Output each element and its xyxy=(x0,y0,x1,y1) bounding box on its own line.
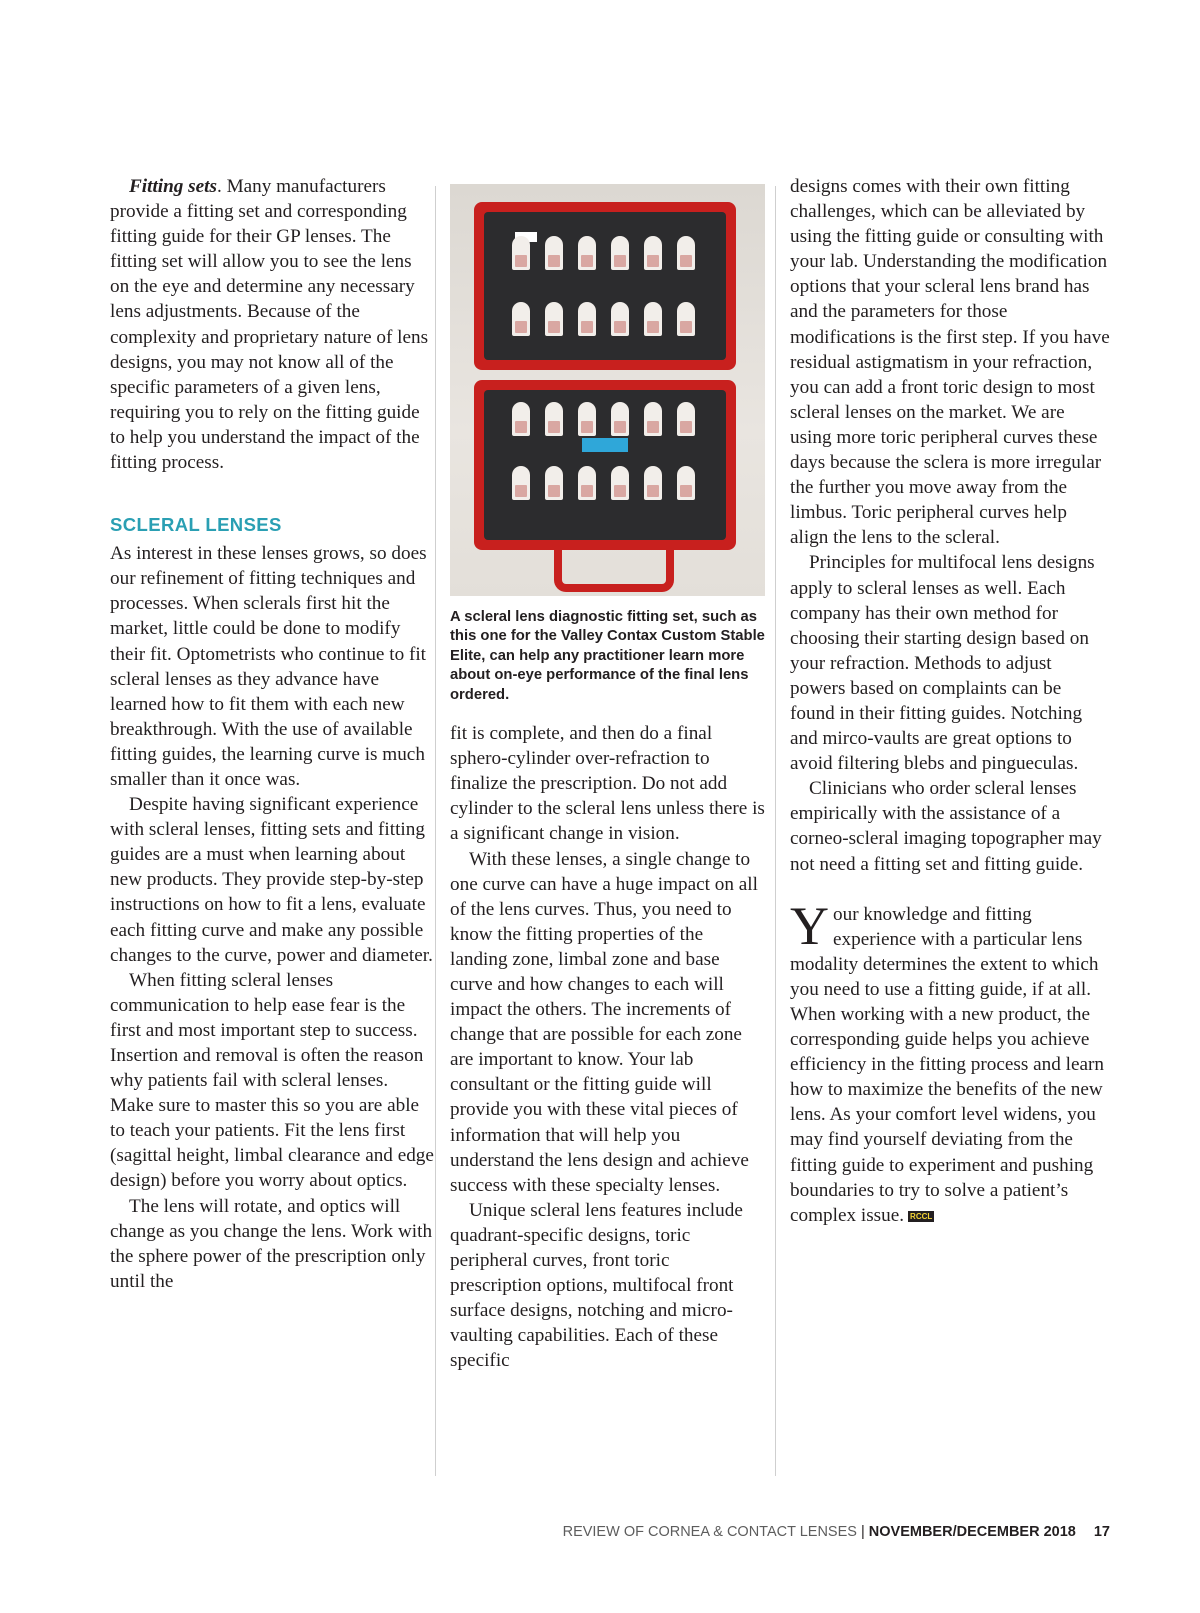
article-column-3 xyxy=(790,174,1110,1228)
case-handle xyxy=(554,544,674,592)
paragraph: Unique scleral lens features include quadrant-specific designs, toric peripheral curves, front toric prescription options, multifocal front surface designs, notching and micro-vaulting capabilities. Each of these specific xyxy=(450,1199,743,1372)
closing-paragraph xyxy=(790,895,1110,1228)
paragraph: The lens will rotate, and optics will change as you change the lens. Work with the sphere power of the prescription only until the xyxy=(110,1195,433,1292)
lens-vial xyxy=(512,302,530,336)
lens-vial xyxy=(578,466,596,500)
lens-vial xyxy=(677,302,695,336)
lens-vial xyxy=(545,302,563,336)
paragraph: Despite having significant experience with scleral lenses, fitting sets and fitting guides are a must when learning about new products. They provide step-by-step instructions on how to fit a lens, evaluate each fitting curve and make any possible changes to the curve, power and diameter. xyxy=(110,794,433,966)
page-number: 17 xyxy=(1093,1524,1110,1540)
paragraph-text: . Many manufacturers provide a fitting set and corresponding fitting guide for their GP lenses. The fitting set will allow you to see the lens on the eye and determine any necessary lens adjustments. Because of the complexity and proprietary nature of lens designs, you may not know all of the specific parameters of a given lens, requiring you to rely on the fitting guide to help you understand the impact of the fitting process. xyxy=(110,176,429,474)
lens-vial xyxy=(644,466,662,500)
column-divider-right xyxy=(775,186,776,1476)
page-footer xyxy=(563,1524,1110,1540)
paragraph: With these lenses, a single change to one curve can have a huge impact on all of the lens curves. Thus, you need to know the fitting properties of the landing zone, limbal zone and base curve and how changes to each will impact the others. The increments of change that are possible for each zone are important to know. Your lab consultant or the fitting guide will provide you with these vital pieces of information that will help you understand the lens design and achieve success with these specialty lenses. xyxy=(450,848,758,1196)
lens-vial xyxy=(545,466,563,500)
lens-vial xyxy=(644,302,662,336)
footer-separator: | xyxy=(856,1524,869,1540)
paragraph: fit is complete, and then do a final sphero-cylinder over-refraction to finalize the prescription. Do not add cylinder to the scleral lens unless there is a significant change in vision. xyxy=(450,723,765,845)
lens-vial xyxy=(611,302,629,336)
lens-vial xyxy=(611,402,629,436)
article-column-2 xyxy=(450,174,765,1373)
publication-name: REVIEW OF CORNEA & CONTACT LENSES xyxy=(562,1524,857,1540)
lens-vial xyxy=(512,236,530,270)
case-tag xyxy=(582,438,628,452)
paragraph: designs comes with their own fitting challenges, which can be alleviated by using the fitting guide or consulting with your lab. Understanding the modification options that your scleral lens brand has and the parameters for those modifications is the first step. If you have residual astigmatism in your refraction, you can add a front toric design to most scleral lenses on the market. We are using more toric peripheral curves these days because the sclera is more irregular the further you move away from the limbus. Toric peripheral curves help align the lens to the scleral. xyxy=(790,176,1110,549)
lens-vial xyxy=(545,236,563,270)
lens-vial xyxy=(677,466,695,500)
lens-vial xyxy=(512,402,530,436)
photo-caption: A scleral lens diagnostic fitting set, such as this one for the Valley Contax Custom Stable Elite, can help any practitioner learn more about on-eye performance of the final lens ordered. xyxy=(450,609,765,703)
column-divider-left xyxy=(435,186,436,1476)
lens-vial xyxy=(578,402,596,436)
paragraph xyxy=(110,174,435,475)
lens-vial xyxy=(644,402,662,436)
paragraph-text: our knowledge and fitting experience with a particular lens modality determines the extent to which you need to use a fitting guide, if at all. When working with a new product, the corresponding guide helps you achieve efficiency in the fitting process and learn how to maximize the benefits of the new lens. As your comfort level widens, you may find yourself deviating from the fitting guide to experiment and pushing boundaries to try to solve a patient’s complex issue. xyxy=(790,903,1104,1226)
lens-vial xyxy=(578,236,596,270)
article-column-1 xyxy=(110,174,435,1294)
paragraph: When fitting scleral lenses communication to help ease fear is the first and most important step to success. Insertion and removal is often the reason why patients fail with scleral lenses. Make sure to master this so you are able to teach your patients. Fit the lens first (sagittal height, limbal clearance and edge design) before you worry about optics. xyxy=(110,969,434,1192)
lens-vial xyxy=(644,236,662,270)
lens-vial xyxy=(677,402,695,436)
end-mark-icon: RCCL xyxy=(910,1211,933,1221)
lens-vial xyxy=(512,466,530,500)
paragraph: As interest in these lenses grows, so does our refinement of fitting techniques and processes. When sclerals first hit the market, little could be done to modify their fit. Optometrists who continue to fit scleral lenses as they advance have learned how to fit them with each new breakthrough. With the use of available fitting guides, the learning curve is much smaller than it once was. xyxy=(110,543,427,790)
lens-vial xyxy=(578,302,596,336)
paragraph: Clinicians who order scleral lenses empirically with the assistance of a corneo-scleral imaging topographer may not need a fitting set and fitting guide. xyxy=(790,778,1102,875)
fitting-set-photo xyxy=(450,184,765,596)
issue-date: NOVEMBER/DECEMBER 2018 xyxy=(868,1524,1076,1540)
drop-cap: Y xyxy=(790,895,829,956)
run-in-heading: Fitting sets xyxy=(129,176,217,197)
section-heading: SCLERAL LENSES xyxy=(110,514,282,536)
lens-vial xyxy=(677,236,695,270)
lens-vial xyxy=(611,236,629,270)
lens-vial xyxy=(545,402,563,436)
lens-vial xyxy=(611,466,629,500)
paragraph: Principles for multifocal lens designs apply to scleral lenses as well. Each company has their own method for choosing their starting design based on your refraction. Methods to adjust powers based on complaints can be found in their fitting guides. Notching and mirco-vaults are great options to avoid filtering blebs and pingueculas. xyxy=(790,552,1095,775)
case-lid xyxy=(474,202,736,370)
